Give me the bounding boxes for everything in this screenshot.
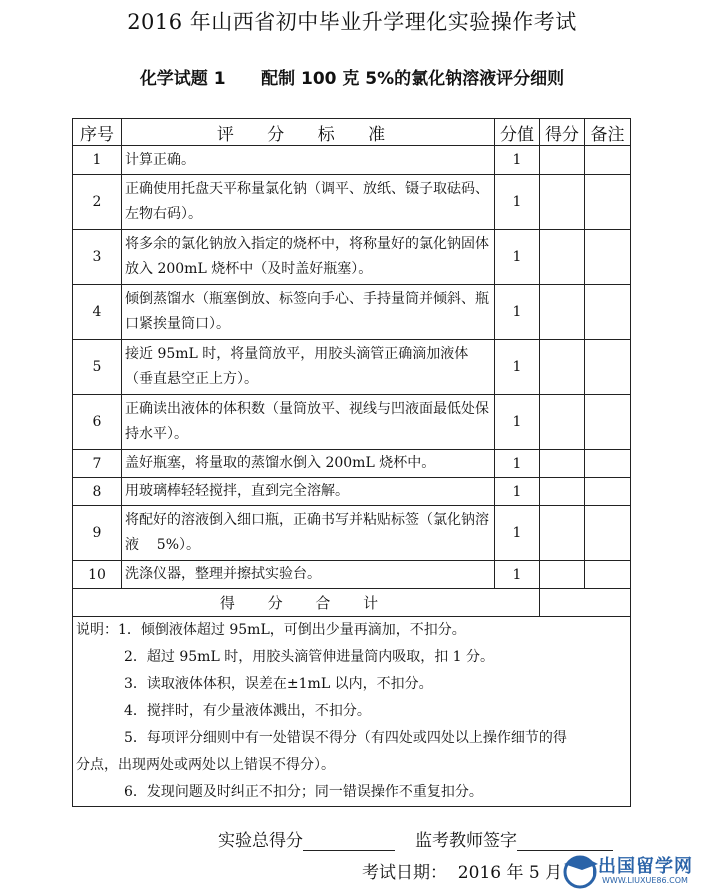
row-score-cell[interactable] xyxy=(540,561,585,589)
row-points: 1 xyxy=(495,478,540,506)
row-no: 7 xyxy=(73,450,122,478)
note-item: 3．读取液体体积，误差在±1mL 以内，不扣分。 xyxy=(124,676,433,692)
row-criteria: 倾倒蒸馏水（瓶塞倒放、标签向手心、手持量筒并倾斜、瓶口紧挨量筒口）。 xyxy=(122,285,495,340)
row-remark-cell[interactable] xyxy=(585,146,631,175)
row-remark-cell[interactable] xyxy=(585,506,631,561)
row-points: 1 xyxy=(495,285,540,340)
row-points: 1 xyxy=(495,395,540,450)
row-score-cell[interactable] xyxy=(540,230,585,285)
row-points: 1 xyxy=(495,175,540,230)
row-criteria: 用玻璃棒轻轻搅拌，直到完全溶解。 xyxy=(122,478,495,506)
row-points: 1 xyxy=(495,230,540,285)
header-points: 分值 xyxy=(495,119,540,146)
note-item: 4．搅拌时，有少量液体溅出，不扣分。 xyxy=(124,703,371,719)
total-label: 得 分 合 计 xyxy=(73,589,540,617)
signature-line xyxy=(218,826,613,851)
row-no: 1 xyxy=(73,146,122,175)
table-row xyxy=(73,230,631,285)
notes-label: 说明： xyxy=(76,622,118,638)
row-remark-cell[interactable] xyxy=(585,340,631,395)
row-score-cell[interactable] xyxy=(540,175,585,230)
row-no: 5 xyxy=(73,340,122,395)
header-criteria: 评 分 标 准 xyxy=(122,119,495,146)
row-criteria: 计算正确。 xyxy=(122,146,495,175)
total-score-label: 实验总得分 xyxy=(218,831,303,851)
row-criteria: 将配好的溶液倒入细口瓶，正确书写并粘贴标签（氯化钠溶液 5%）。 xyxy=(122,506,495,561)
header-remark: 备注 xyxy=(585,119,631,146)
row-no: 4 xyxy=(73,285,122,340)
row-remark-cell[interactable] xyxy=(585,395,631,450)
row-criteria: 将多余的氯化钠放入指定的烧杯中，将称量好的氯化钠固体放入 200mL 烧杯中（及时盖好瓶塞）。 xyxy=(122,230,495,285)
teacher-sign-blank[interactable] xyxy=(517,832,613,851)
table-row xyxy=(73,395,631,450)
watermark-logo xyxy=(560,850,704,892)
table-row xyxy=(73,561,631,589)
table-row xyxy=(73,340,631,395)
row-remark-cell[interactable] xyxy=(585,450,631,478)
table-header-row xyxy=(73,119,631,146)
row-points: 1 xyxy=(495,506,540,561)
notes-section xyxy=(73,617,631,807)
row-no: 2 xyxy=(73,175,122,230)
row-no: 6 xyxy=(73,395,122,450)
graduation-cap-icon xyxy=(560,850,600,890)
table-row xyxy=(73,478,631,506)
row-points: 1 xyxy=(495,561,540,589)
row-remark-cell[interactable] xyxy=(585,561,631,589)
row-remark-cell[interactable] xyxy=(585,230,631,285)
document-title: 2016 年山西省初中毕业升学理化实验操作考试 xyxy=(127,10,577,34)
row-remark-cell[interactable] xyxy=(585,285,631,340)
note-item: 5．每项评分细则中有一处错误不得分（有四处或四处以上操作细节的得 xyxy=(124,730,567,746)
note-item: 说明：1．倾倒液体超过 95mL，可倒出少量再滴加，不扣分。 xyxy=(76,622,466,638)
row-no: 10 xyxy=(73,561,122,589)
row-remark-cell[interactable] xyxy=(585,478,631,506)
row-no: 9 xyxy=(73,506,122,561)
watermark-url: WWW.LIUXUE86.COM xyxy=(602,876,688,885)
row-score-cell[interactable] xyxy=(540,450,585,478)
row-criteria: 正确读出液体的体积数（量筒放平、视线与凹液面最低处保持水平）。 xyxy=(122,395,495,450)
row-points: 1 xyxy=(495,450,540,478)
exam-date: 考试日期： 2016 年 5 月 xyxy=(362,863,563,883)
document-subtitle: 化学试题 1 配制 100 克 5%的氯化钠溶液评分细则 xyxy=(139,69,565,89)
total-score-cell[interactable] xyxy=(540,589,631,617)
notes-row xyxy=(73,617,631,807)
header-no: 序号 xyxy=(73,119,122,146)
note-item-continued: 分点，出现两处或两处以上错误不得分）。 xyxy=(76,757,335,773)
note-item: 2．超过 95mL 时，用胶头滴管伸进量筒内吸取，扣 1 分。 xyxy=(124,649,495,665)
table-row xyxy=(73,175,631,230)
table-row xyxy=(73,506,631,561)
scoring-table xyxy=(72,118,631,807)
row-score-cell[interactable] xyxy=(540,285,585,340)
row-criteria: 正确使用托盘天平称量氯化钠（调平、放纸、镊子取砝码、左物右码）。 xyxy=(122,175,495,230)
watermark-text: 出国留学网 xyxy=(598,856,693,877)
row-no: 8 xyxy=(73,478,122,506)
row-criteria: 盖好瓶塞，将量取的蒸馏水倒入 200mL 烧杯中。 xyxy=(122,450,495,478)
row-score-cell[interactable] xyxy=(540,478,585,506)
row-score-cell[interactable] xyxy=(540,395,585,450)
note-item: 6．发现问题及时纠正不扣分；同一错误操作不重复扣分。 xyxy=(124,784,483,800)
row-points: 1 xyxy=(495,340,540,395)
row-criteria: 接近 95mL 时，将量筒放平，用胶头滴管正确滴加液体（垂直悬空正上方）。 xyxy=(122,340,495,395)
table-row xyxy=(73,146,631,175)
row-score-cell[interactable] xyxy=(540,146,585,175)
row-score-cell[interactable] xyxy=(540,340,585,395)
row-remark-cell[interactable] xyxy=(585,175,631,230)
table-row xyxy=(73,285,631,340)
row-score-cell[interactable] xyxy=(540,506,585,561)
row-no: 3 xyxy=(73,230,122,285)
row-points: 1 xyxy=(495,146,540,175)
row-criteria: 洗涤仪器，整理并擦拭实验台。 xyxy=(122,561,495,589)
teacher-sign-label: 监考教师签字 xyxy=(415,831,517,851)
table-row xyxy=(73,450,631,478)
total-score-blank[interactable] xyxy=(303,832,395,851)
total-row xyxy=(73,589,631,617)
header-score: 得分 xyxy=(540,119,585,146)
